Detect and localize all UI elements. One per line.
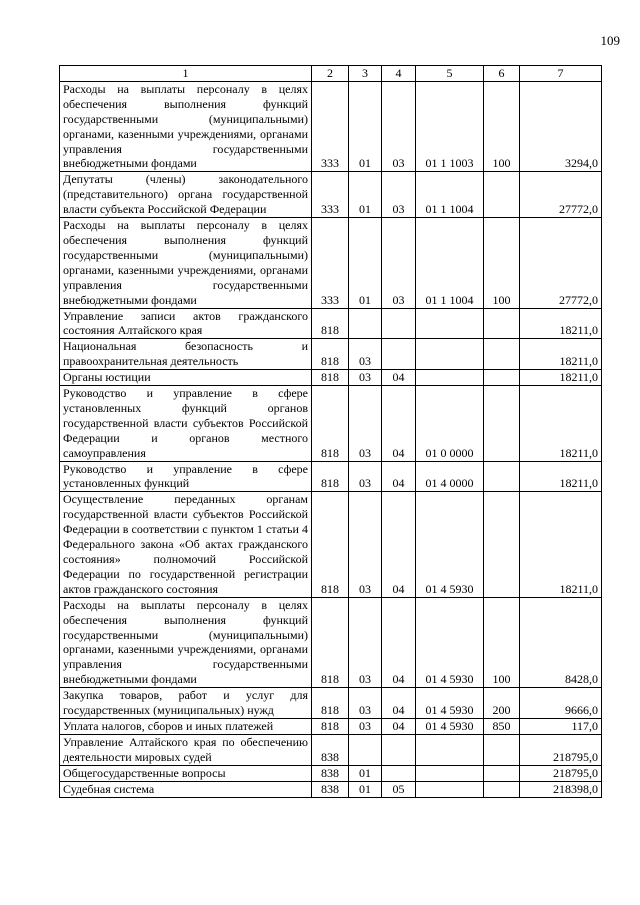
row-name-cell: Руководство и управление в сфере установленных функций органов государственной власти субъектов Российской Федерации и органов местного самоуправления (60, 386, 312, 462)
table-row (60, 781, 602, 797)
table-row (60, 734, 602, 765)
table-row (60, 461, 602, 492)
row-section-cell: 01 (349, 781, 382, 797)
row-subsection-cell: 04 (382, 718, 416, 734)
row-expense-type-cell: 100 (484, 218, 520, 308)
row-expense-type-cell: 850 (484, 718, 520, 734)
row-name-cell: Расходы на выплаты персоналу в целях обеспечения выполнения функций государственными (муниципальными) органами, казенными учреждениями, органами управления государственными внебюджетными фондами (60, 81, 312, 171)
row-name-cell: Руководство и управление в сфере установленных функций (60, 461, 312, 492)
table-row (60, 386, 602, 462)
row-code-cell: 818 (312, 718, 349, 734)
header-cell: 6 (484, 66, 520, 82)
row-name-cell: Расходы на выплаты персоналу в целях обеспечения выполнения функций государственными (муниципальными) органами, казенными учреждениями, органами управления государственными внебюджетными фондами (60, 218, 312, 308)
row-code-cell: 333 (312, 172, 349, 218)
row-expense-type-cell (484, 339, 520, 370)
row-section-cell: 01 (349, 172, 382, 218)
row-subsection-cell: 03 (382, 218, 416, 308)
table-row (60, 81, 602, 171)
row-expense-type-cell (484, 370, 520, 386)
table-row (60, 339, 602, 370)
row-code-cell: 818 (312, 386, 349, 462)
header-row (60, 66, 602, 82)
row-article-cell (416, 370, 484, 386)
row-article-cell: 01 4 5930 (416, 688, 484, 719)
row-name-cell: Управление записи актов гражданского состояния Алтайского края (60, 308, 312, 339)
row-subsection-cell: 04 (382, 461, 416, 492)
row-amount-cell: 27772,0 (520, 218, 602, 308)
row-section-cell: 01 (349, 218, 382, 308)
row-amount-cell: 18211,0 (520, 339, 602, 370)
row-subsection-cell: 03 (382, 81, 416, 171)
table-row (60, 370, 602, 386)
row-section-cell: 01 (349, 765, 382, 781)
row-subsection-cell (382, 765, 416, 781)
row-subsection-cell (382, 339, 416, 370)
row-amount-cell: 218398,0 (520, 781, 602, 797)
page-number: 109 (600, 33, 620, 48)
table-row (60, 765, 602, 781)
row-code-cell: 333 (312, 218, 349, 308)
row-amount-cell: 8428,0 (520, 597, 602, 687)
row-expense-type-cell (484, 172, 520, 218)
row-subsection-cell: 04 (382, 370, 416, 386)
row-subsection-cell: 04 (382, 386, 416, 462)
row-article-cell: 01 1 1004 (416, 218, 484, 308)
row-subsection-cell: 03 (382, 172, 416, 218)
row-name-cell: Судебная система (60, 781, 312, 797)
row-amount-cell: 117,0 (520, 718, 602, 734)
row-name-cell: Закупка товаров, работ и услуг для государственных (муниципальных) нужд (60, 688, 312, 719)
row-section-cell (349, 734, 382, 765)
row-subsection-cell: 05 (382, 781, 416, 797)
table-row (60, 172, 602, 218)
row-code-cell: 818 (312, 597, 349, 687)
table-row (60, 688, 602, 719)
row-code-cell: 818 (312, 688, 349, 719)
row-name-cell: Управление Алтайского края по обеспечению деятельности мировых судей (60, 734, 312, 765)
row-amount-cell: 18211,0 (520, 308, 602, 339)
row-code-cell: 838 (312, 765, 349, 781)
row-article-cell (416, 308, 484, 339)
row-amount-cell: 9666,0 (520, 688, 602, 719)
row-section-cell: 03 (349, 461, 382, 492)
table-row (60, 718, 602, 734)
row-amount-cell: 18211,0 (520, 461, 602, 492)
row-section-cell: 03 (349, 688, 382, 719)
row-expense-type-cell (484, 308, 520, 339)
row-code-cell: 333 (312, 81, 349, 171)
budget-table (59, 65, 602, 798)
row-name-cell: Расходы на выплаты персоналу в целях обеспечения выполнения функций государственными (муниципальными) органами, казенными учреждениями, органами управления государственными внебюджетными фондами (60, 597, 312, 687)
row-subsection-cell: 04 (382, 597, 416, 687)
row-amount-cell: 3294,0 (520, 81, 602, 171)
row-section-cell: 03 (349, 718, 382, 734)
row-name-cell: Органы юстиции (60, 370, 312, 386)
row-code-cell: 818 (312, 492, 349, 597)
row-expense-type-cell: 200 (484, 688, 520, 719)
row-article-cell: 01 0 0000 (416, 386, 484, 462)
row-section-cell: 03 (349, 597, 382, 687)
header-cell: 2 (312, 66, 349, 82)
row-code-cell: 838 (312, 781, 349, 797)
row-expense-type-cell (484, 492, 520, 597)
row-article-cell: 01 4 5930 (416, 597, 484, 687)
row-code-cell: 818 (312, 461, 349, 492)
row-code-cell: 818 (312, 339, 349, 370)
row-amount-cell: 218795,0 (520, 765, 602, 781)
row-expense-type-cell (484, 461, 520, 492)
row-subsection-cell: 04 (382, 688, 416, 719)
table-row (60, 597, 602, 687)
row-section-cell: 03 (349, 339, 382, 370)
row-name-cell: Уплата налогов, сборов и иных платежей (60, 718, 312, 734)
header-cell: 5 (416, 66, 484, 82)
row-article-cell (416, 734, 484, 765)
row-section-cell (349, 308, 382, 339)
row-article-cell: 01 4 5930 (416, 492, 484, 597)
row-expense-type-cell: 100 (484, 81, 520, 171)
header-cell: 4 (382, 66, 416, 82)
table-row (60, 308, 602, 339)
header-cell: 7 (520, 66, 602, 82)
table-row (60, 218, 602, 308)
row-name-cell: Осуществление переданных органам государственной власти субъектов Российской Федерации в соответствии с пунктом 1 статьи 4 Федерального закона «Об актах гражданского состояния» полномочий Российской Федерации по государственной регистрации актов гражданского состояния (60, 492, 312, 597)
row-code-cell: 818 (312, 370, 349, 386)
row-section-cell: 03 (349, 386, 382, 462)
row-article-cell: 01 1 1003 (416, 81, 484, 171)
row-expense-type-cell (484, 765, 520, 781)
row-subsection-cell: 04 (382, 492, 416, 597)
row-name-cell: Депутаты (члены) законодательного (представительного) органа государственной власти субъекта Российской Федерации (60, 172, 312, 218)
row-expense-type-cell (484, 734, 520, 765)
row-amount-cell: 18211,0 (520, 492, 602, 597)
row-amount-cell: 27772,0 (520, 172, 602, 218)
row-amount-cell: 18211,0 (520, 386, 602, 462)
row-subsection-cell (382, 308, 416, 339)
row-name-cell: Общегосударственные вопросы (60, 765, 312, 781)
row-article-cell (416, 339, 484, 370)
row-article-cell (416, 765, 484, 781)
row-amount-cell: 218795,0 (520, 734, 602, 765)
row-name-cell: Национальная безопасность и правоохранительная деятельность (60, 339, 312, 370)
row-section-cell: 03 (349, 370, 382, 386)
row-article-cell: 01 4 5930 (416, 718, 484, 734)
header-cell: 1 (60, 66, 312, 82)
row-code-cell: 838 (312, 734, 349, 765)
row-code-cell: 818 (312, 308, 349, 339)
row-expense-type-cell: 100 (484, 597, 520, 687)
header-cell: 3 (349, 66, 382, 82)
row-expense-type-cell (484, 781, 520, 797)
row-amount-cell: 18211,0 (520, 370, 602, 386)
row-section-cell: 01 (349, 81, 382, 171)
row-article-cell: 01 1 1004 (416, 172, 484, 218)
row-expense-type-cell (484, 386, 520, 462)
row-article-cell: 01 4 0000 (416, 461, 484, 492)
row-article-cell (416, 781, 484, 797)
row-subsection-cell (382, 734, 416, 765)
row-section-cell: 03 (349, 492, 382, 597)
table-row (60, 492, 602, 597)
